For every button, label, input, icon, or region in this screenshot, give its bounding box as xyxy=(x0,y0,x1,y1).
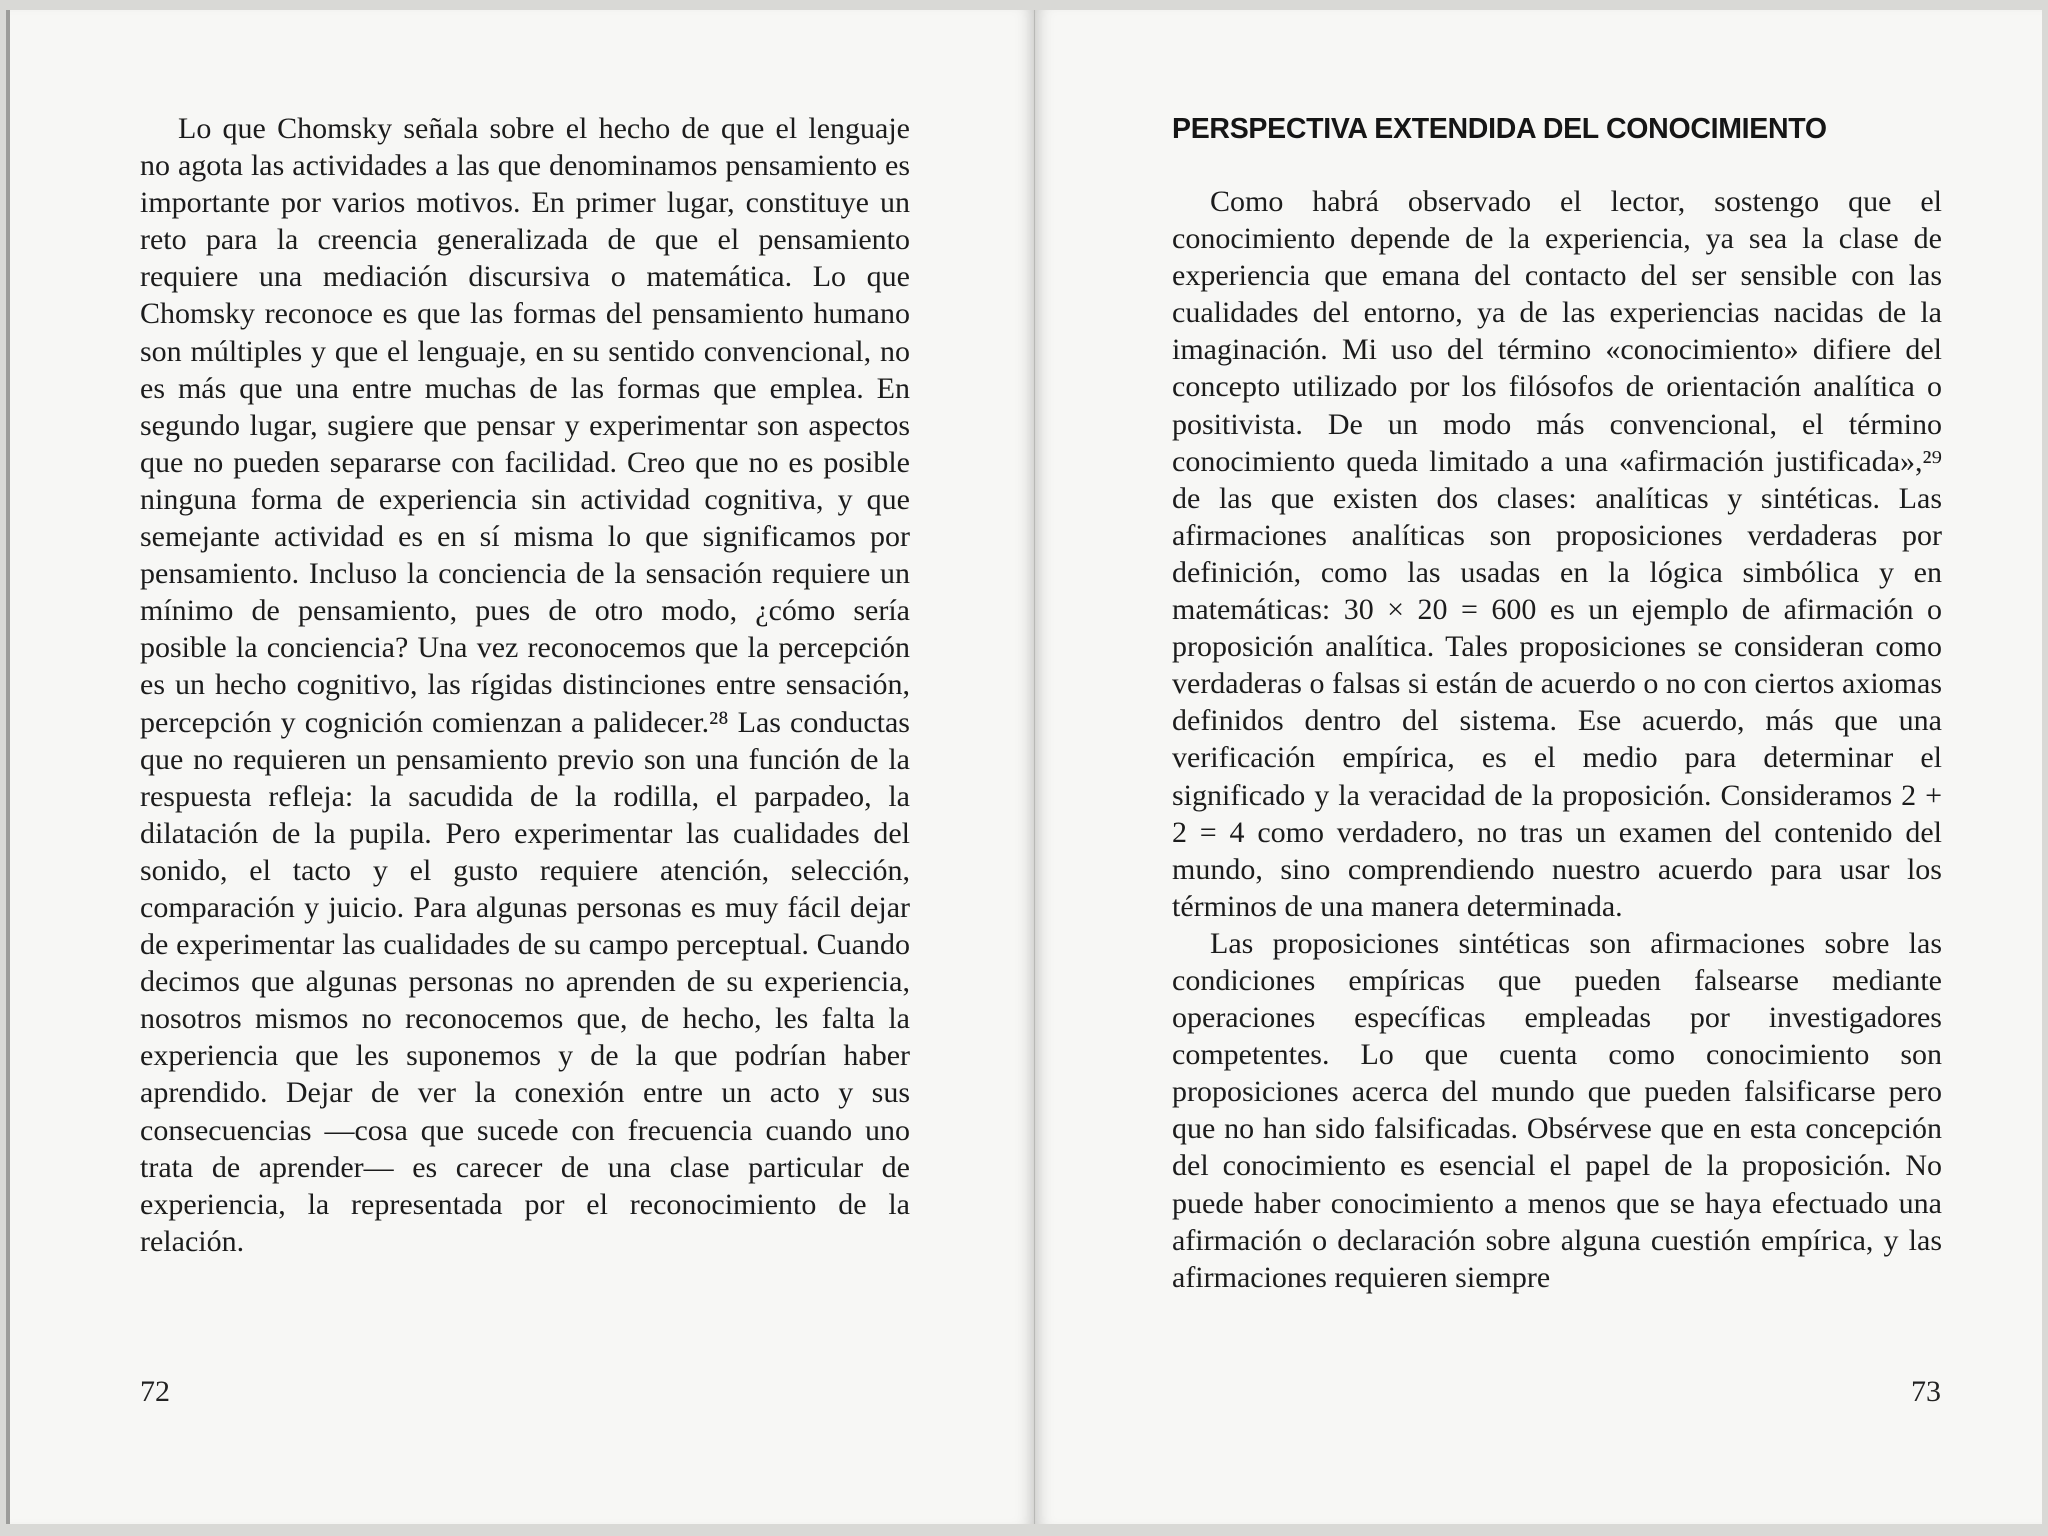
page-edge xyxy=(6,10,10,1524)
left-page-body xyxy=(140,110,910,1260)
right-paragraph-1: Como habrá observado el lector, sostengo que el conocimiento depende de la experiencia, ya sea la clase de experiencia que emana del contacto del ser sensible con las cualidades del entorno, ya de las experiencias nacidas de la imaginación. Mi uso del término «conocimiento» difiere del concepto utilizado por los filósofos de orientación analítica o positivista. De un modo más convencional, el término conocimiento queda limitado a una «afirmación justificada»,²⁹ de las que existen dos clases: analíticas y sintéticas. Las afirmaciones analíticas son proposiciones verdaderas por definición, como las usadas en la lógica simbólica y en matemáticas: 30 × 20 = 600 es un ejemplo de afirmación o proposición analítica. Tales proposiciones se consideran como verdaderas o falsas si están de acuerdo o no con ciertos axiomas definidos dentro del sistema. Ese acuerdo, más que una verificación empírica, es el medio para determinar el significado y la veracidad de la proposición. Consideramos 2 + 2 = 4 como verdadero, no tras un examen del contenido del mundo, sino comprendiendo nuestro acuerdo para usar los términos de una manera determinada. xyxy=(1172,185,1942,923)
section-heading: PERSPECTIVA EXTENDIDA DEL CONOCIMIENTO xyxy=(1172,113,1827,145)
page-number-right: 73 xyxy=(1911,1375,1941,1408)
left-page xyxy=(6,10,1035,1524)
right-page xyxy=(1035,10,2042,1524)
book-spread xyxy=(6,10,2042,1524)
right-paragraph-2: Las proposiciones sintéticas son afirmaciones sobre las condiciones empíricas que pueden falsearse mediante operaciones específicas empleadas por investigadores competentes. Lo que cuenta como conocimiento son proposiciones acerca del mundo que pueden falsificarse pero que no han sido falsificadas. Obsérvese que en esta concepción del conocimiento es esencial el papel de la proposición. No puede haber conocimiento a menos que se haya efectuado una afirmación o declaración sobre alguna cuestión empírica, y las afirmaciones requieren siempre xyxy=(1172,926,1942,1294)
right-page-body xyxy=(1172,183,1942,1296)
left-paragraph-1: Lo que Chomsky señala sobre el hecho de que el lenguaje no agota las actividades a las que denominamos pensamiento es importante por varios motivos. En primer lugar, constituye un reto para la creencia generalizada de que el pensamiento requiere una mediación discursiva o matemática. Lo que Chomsky reconoce es que las formas del pensamiento humano son múltiples y que el lenguaje, en su sentido convencional, no es más que una entre muchas de las formas que emplea. En segundo lugar, sugiere que pensar y experimentar son aspectos que no pueden separarse con facilidad. Creo que no es posible ninguna forma de experiencia sin actividad cognitiva, y que semejante actividad es en sí misma lo que significamos por pensamiento. Incluso la conciencia de la sensación requiere un mínimo de pensamiento, pues de otro modo, ¿cómo sería posible la conciencia? Una vez reconocemos que la percepción es un hecho cognitivo, las rígidas distinciones entre sensación, percepción y cognición comienzan a palidecer.²⁸ Las conductas que no requieren un pensamiento previo son una función de la respuesta refleja: la sacudida de la rodilla, el parpadeo, la dilatación de la pupila. Pero experimentar las cualidades del sonido, el tacto y el gusto requiere atención, selección, comparación y juicio. Para algunas personas es muy fácil dejar de experimentar las cualidades de su campo perceptual. Cuando decimos que algunas personas no aprenden de su experiencia, nosotros mismos no reconocemos que, de hecho, les falta la experiencia que les suponemos y de la que podrían haber aprendido. Dejar de ver la conexión entre un acto y sus consecuencias —cosa que sucede con frecuencia cuando uno trata de aprender— es carecer de una clase particular de experiencia, la representada por el reconocimiento de la relación. xyxy=(140,112,910,1258)
page-number-left: 72 xyxy=(140,1375,170,1408)
